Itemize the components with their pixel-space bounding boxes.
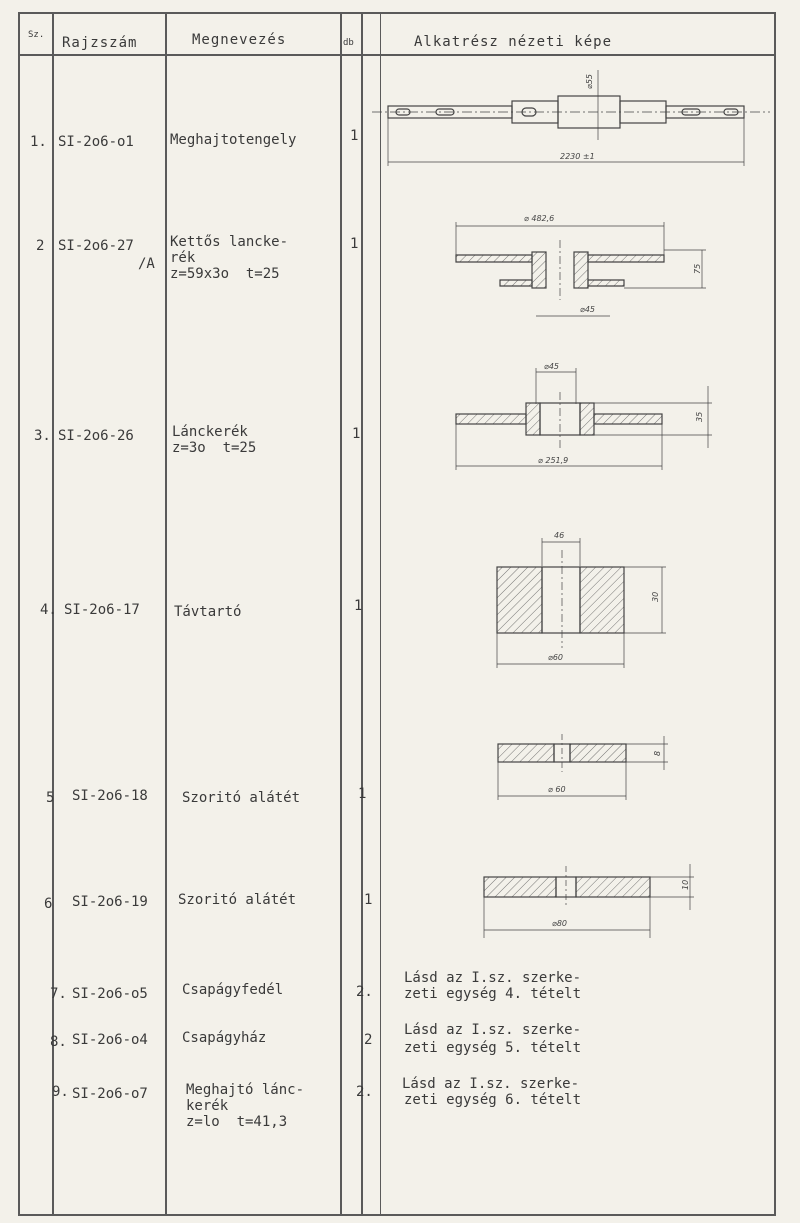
dim-bore: 46 xyxy=(554,531,565,540)
part-name: Csapágyfedél xyxy=(182,982,284,998)
dim-length: 2230 ±1 xyxy=(560,152,595,161)
sprocket-drawing xyxy=(456,362,712,470)
drawing-number: SI-2o6-o5 xyxy=(72,986,148,1002)
reference-note: Lásd az I.sz. szerke- xyxy=(404,970,582,986)
dim-outer-diameter: ⌀ 251,9 xyxy=(538,456,569,465)
header-view: Alkatrész nézeti képe xyxy=(414,34,613,50)
quantity: 1 xyxy=(358,786,367,802)
part-name: Távtartó xyxy=(174,604,242,620)
drawing-number: SI-2o6-17 xyxy=(64,602,140,618)
dim-thickness: 8 xyxy=(653,750,662,756)
part-name: Kettős lancke- xyxy=(170,234,289,250)
quantity: 2 xyxy=(364,1032,373,1048)
part-spec: z=3o t=25 xyxy=(172,440,257,456)
part-name: Meghajtotengely xyxy=(170,132,297,148)
item-number: 3. xyxy=(34,428,51,444)
part-name-line2: kerék xyxy=(186,1098,229,1114)
drawing-number: SI-2o6-o1 xyxy=(58,134,134,150)
header-no: Sz. xyxy=(28,30,45,40)
dim-thickness: 10 xyxy=(681,879,690,890)
dim-height: 30 xyxy=(651,591,660,602)
double-sprocket-drawing xyxy=(456,214,706,316)
reference-note: Lásd az I.sz. szerke- xyxy=(402,1076,580,1092)
part-name: Szoritó alátét xyxy=(182,790,301,806)
quantity: 1 xyxy=(350,236,359,252)
quantity: 1 xyxy=(350,128,359,144)
part-name: Meghajtó lánc- xyxy=(186,1082,305,1098)
header-qty: db xyxy=(343,38,354,48)
drawing-number: SI-2o6-o7 xyxy=(72,1086,148,1102)
dim-bore: ⌀45 xyxy=(544,362,559,371)
drawing-number: SI-2o6-26 xyxy=(58,428,134,444)
item-number: 9. xyxy=(52,1084,69,1100)
dim-diameter: ⌀55 xyxy=(585,74,594,89)
drawing-number: SI-2o6-18 xyxy=(72,788,148,804)
part-spec: z=59x3o t=25 xyxy=(170,266,280,282)
part-name-line2: rék xyxy=(170,250,196,266)
part-name: Lánckerék xyxy=(172,424,248,440)
quantity: 1 xyxy=(364,892,373,908)
part-spec: z=lo t=41,3 xyxy=(186,1114,288,1130)
quantity: 2. xyxy=(356,1084,373,1100)
dim-outer-diameter: ⌀60 xyxy=(548,653,563,662)
part-name: Csapágyház xyxy=(182,1030,267,1046)
item-number: 5 xyxy=(46,790,55,806)
header-name: Megnevezés xyxy=(192,32,287,48)
item-number: 7. xyxy=(50,986,67,1002)
dim-outer-diameter: ⌀ 482,6 xyxy=(524,214,555,223)
item-number: 1. xyxy=(30,134,47,150)
reference-note-line2: zeti egység 4. tételt xyxy=(404,986,582,1002)
item-number: 6 xyxy=(44,896,53,912)
drawing-number: SI-2o6-27 xyxy=(58,238,134,254)
part-name: Szoritó alátét xyxy=(178,892,297,908)
dim-outer-diameter: ⌀80 xyxy=(552,919,567,928)
spacer-drawing xyxy=(497,531,666,668)
dim-width: 35 xyxy=(695,411,704,422)
clamping-washer-drawing xyxy=(498,734,668,800)
quantity: 1 xyxy=(352,426,361,442)
item-number: 4. xyxy=(40,602,57,618)
reference-note-line2: zeti egység 5. tételt xyxy=(404,1040,582,1056)
dim-outer-diameter: ⌀ 60 xyxy=(548,785,566,794)
dim-bore: ⌀45 xyxy=(580,305,595,314)
item-number: 8. xyxy=(50,1034,67,1050)
reference-note-line2: zeti egység 6. tételt xyxy=(404,1092,582,1108)
quantity: 2. xyxy=(356,984,373,1000)
header-drawing-number: Rajzszám xyxy=(62,35,138,51)
quantity: 1 xyxy=(354,598,363,614)
dim-width: 75 xyxy=(693,263,702,274)
drawing-number-suffix: /A xyxy=(138,256,155,272)
shaft-drawing xyxy=(372,70,770,166)
item-number: 2 xyxy=(36,238,45,254)
clamping-washer-large-drawing xyxy=(484,864,694,938)
reference-note: Lásd az I.sz. szerke- xyxy=(404,1022,582,1038)
drawing-number: SI-2o6-19 xyxy=(72,894,148,910)
drawing-number: SI-2o6-o4 xyxy=(72,1032,148,1048)
